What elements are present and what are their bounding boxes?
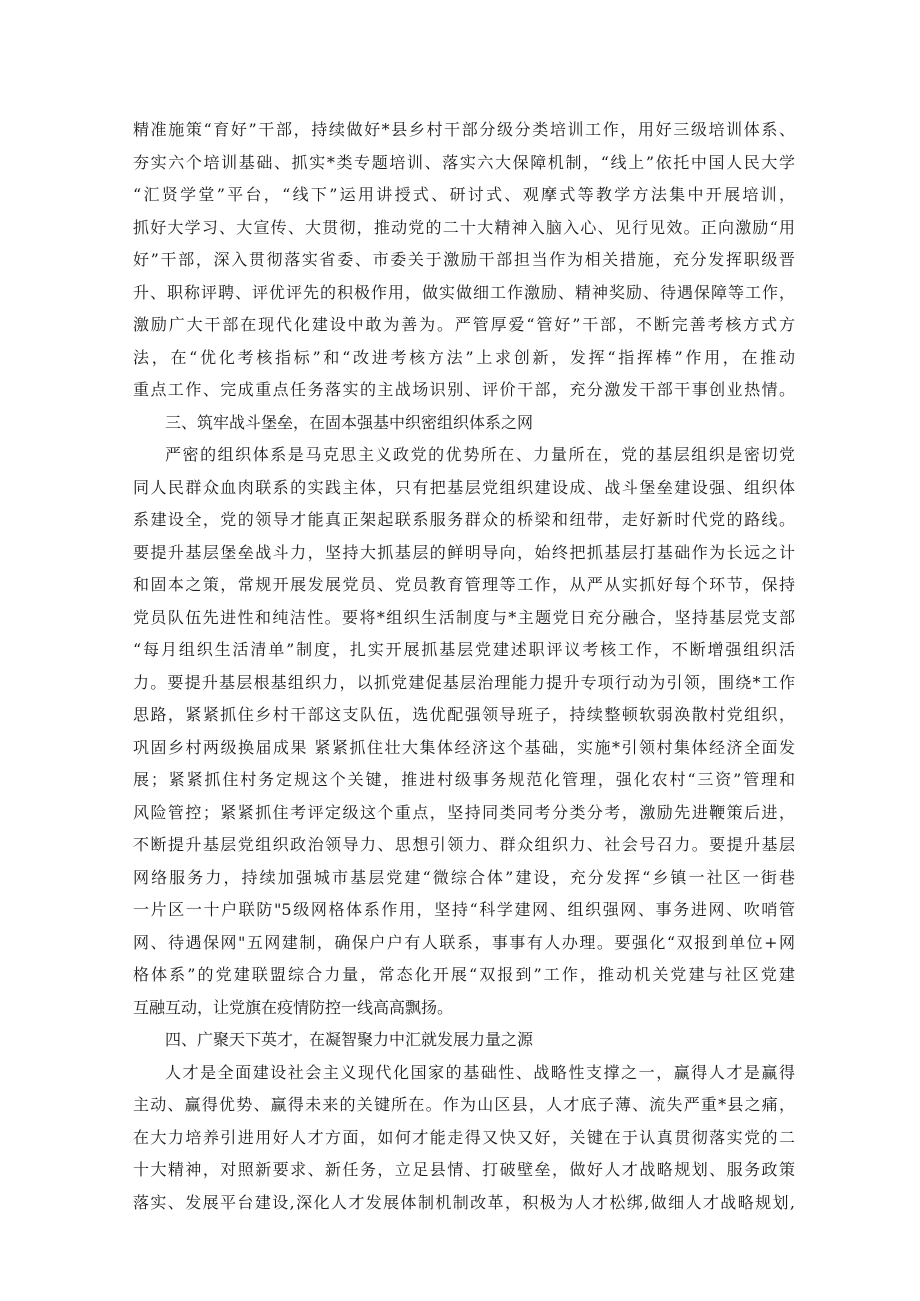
text-line: 党员队伍先进性和纯洁性。要将*组织生活制度与*主题党日充分融合，坚持基层党支部 bbox=[133, 607, 795, 627]
text-line: 夯实六个培训基础、抓实*类专题培训、落实六大保障机制，“线上”依托中国人民大学 bbox=[133, 152, 795, 172]
text-line: 系建设全，党的领导才能真正架起联系服务群众的桥梁和纽带，走好新时代党的路线。 bbox=[133, 510, 795, 529]
text-line: 主动、赢得优势、赢得未来的关键所在。作为山区县，人才底子薄、流失严重*县之痛， bbox=[133, 1095, 795, 1114]
text-line: 一片区一十户联防"5级网格体系作用，坚持“科学建网、组织强网、事务进网、吹哨管 bbox=[133, 900, 795, 919]
text-line: 不断提升基层党组织政治领导力、思想引领力、群众组织力、社会号召力。要提升基层 bbox=[133, 835, 795, 854]
text-line: 网络服务力，持续加强城市基层党建“微综合体”建设，充分发挥“乡镇一社区一街巷 bbox=[133, 867, 795, 887]
text-line: 力。要提升基层根基组织力，以抓党建促基层治理能力提升专项行动为引领，围绕*工作 bbox=[133, 672, 795, 692]
text-line: 同人民群众血肉联系的实践主体，只有把基层党组织建设成、战斗堡垒建设强、组织体 bbox=[133, 477, 795, 497]
text-line: 抓好大学习、大宣传、大贯彻，推动党的二十大精神入脑入心、见行见效。正向激励“用 bbox=[133, 217, 795, 237]
text-line: “汇贤学堂”平台，“线下”运用讲授式、研讨式、观摩式等教学方法集中开展培训， bbox=[133, 185, 795, 204]
text-line: 和固本之策，常规开展发展党员、党员教育管理等工作，从严从实抓好每个环节，保持 bbox=[133, 575, 795, 594]
text-line: 思路，紧紧抓住乡村干部这支队伍，选优配强领导班子，持续整顿软弱涣散村党组织， bbox=[133, 705, 795, 724]
text-line: 重点工作、完成重点任务落实的主战场识别、评价干部，充分激发干部干事创业热情。 bbox=[133, 380, 795, 399]
text-line: 网、待遇保网"五网建制，确保户户有人联系，事事有人办理。要强化“双报到单位+网 bbox=[133, 932, 795, 952]
text-line: 巩固乡村两级换届成果 紧紧抓住壮大集体经济这个基础，实施*引领村集体经济全面发 bbox=[133, 737, 795, 757]
text-line: 互融互动，让党旗在疫情防控一线高高飘扬。 bbox=[133, 997, 454, 1017]
text-line: 严密的组织体系是马克思主义政党的优势所在、力量所在，党的基层组织是密切党 bbox=[165, 445, 795, 464]
text-line: 格体系”的党建联盟综合力量，常态化开展“双报到”工作，推动机关党建与社区党建 bbox=[133, 965, 795, 984]
section-heading: 三、筑牢战斗堡垒，在固本强基中织密组织体系之网 bbox=[165, 412, 534, 432]
text-line: “每月组织生活清单”制度，扎实开展抓基层党建述职评议考核工作，不断增强组织活 bbox=[133, 640, 795, 659]
text-line: 人才是全面建设社会主义现代化国家的基础性、战略性支撑之一，赢得人才是赢得 bbox=[165, 1062, 795, 1082]
text-line: 十大精神，对照新要求、新任务，立足县情、打破壁垒，做好人才战略规划、服务政策 bbox=[133, 1160, 795, 1179]
text-line: 在大力培养引进用好人才方面，如何才能走得又快又好，关键在于认真贯彻落实党的二 bbox=[133, 1127, 795, 1147]
text-line: 升、职称评聘、评优评先的积极作用，做实做细工作激励、精神奖励、待遇保障等工作， bbox=[133, 282, 795, 302]
text-line: 法，在“优化考核指标”和“改进考核方法”上求创新，发挥“指挥棒”作用，在推动 bbox=[133, 347, 795, 367]
text-line: 风险管控；紧紧抓住考评定级这个重点，坚持同类同考分类分考，激励先进鞭策后进， bbox=[133, 802, 795, 822]
section-heading: 四、广聚天下英才，在凝智聚力中汇就发展力量之源 bbox=[165, 1030, 534, 1049]
text-line: 精准施策“育好”干部，持续做好*县乡村干部分级分类培训工作，用好三级培训体系、 bbox=[133, 120, 795, 139]
text-line: 展；紧紧抓住村务定规这个关键，推进村级事务规范化管理，强化农村“三资”管理和 bbox=[133, 770, 795, 789]
text-line: 激励广大干部在现代化建设中敢为善为。严管厚爱“管好”干部，不断完善考核方式方 bbox=[133, 315, 795, 334]
document-body bbox=[133, 114, 795, 1219]
text-line: 要提升基层堡垒战斗力，坚持大抓基层的鲜明导向，始终把抓基层打基础作为长远之计 bbox=[133, 542, 795, 562]
text-line: 落实、发展平台建设,深化人才发展体制机制改革，积极为人才松绑,做细人才战略规划, bbox=[133, 1192, 795, 1212]
text-line: 好”干部，深入贯彻落实省委、市委关于激励干部担当作为相关措施，充分发挥职级晋 bbox=[133, 250, 795, 269]
